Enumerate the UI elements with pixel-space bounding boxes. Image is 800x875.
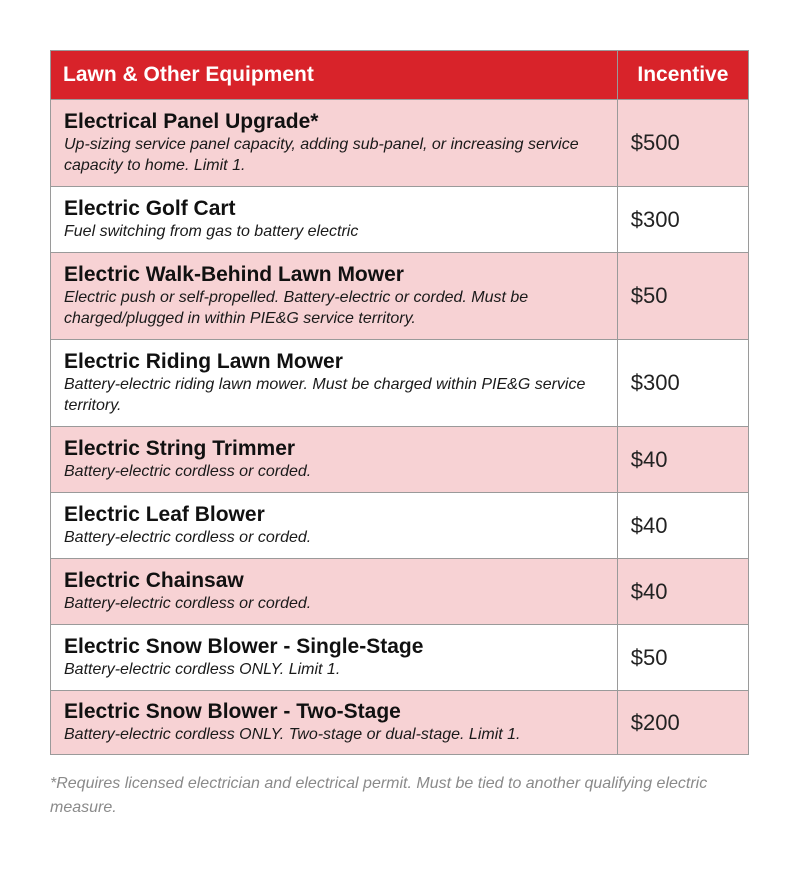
equipment-cell: [51, 559, 618, 625]
item-name: Electric Leaf Blower: [64, 503, 265, 526]
item-name: Electric Walk-Behind Lawn Mower: [64, 263, 404, 286]
item-description: Up-sizing service panel capacity, adding sub-panel, or increasing service capacity to home. Limit 1.: [64, 136, 579, 174]
item-name: Electric String Trimmer: [64, 437, 296, 460]
incentive-amount: $50: [617, 253, 748, 340]
item-description: Battery-electric cordless ONLY. Two-stage or dual-stage. Limit 1.: [64, 726, 521, 743]
equipment-cell: [51, 340, 618, 427]
incentive-amount: $300: [617, 340, 748, 427]
item-description: Battery-electric cordless or corded.: [64, 463, 312, 480]
table-body: [51, 100, 749, 755]
item-description: Battery-electric cordless or corded.: [64, 529, 312, 546]
incentive-amount: $300: [617, 187, 748, 253]
header-incentive: Incentive: [617, 51, 748, 100]
item-description: Electric push or self-propelled. Battery-electric or corded. Must be charged/plugged in within PIE&G service territory.: [64, 289, 529, 327]
item-description: Battery-electric cordless ONLY. Limit 1.: [64, 661, 341, 678]
incentive-table: [50, 50, 749, 755]
table-row: [51, 100, 749, 187]
item-name: Electric Chainsaw: [64, 569, 244, 592]
item-name: Electrical Panel Upgrade*: [64, 110, 319, 133]
item-name: Electric Riding Lawn Mower: [64, 350, 343, 373]
table-row: [51, 691, 749, 755]
incentive-amount: $200: [617, 691, 748, 755]
equipment-cell: [51, 187, 618, 253]
incentive-amount: $40: [617, 559, 748, 625]
item-name: Electric Snow Blower - Two-Stage: [64, 700, 401, 723]
equipment-cell: [51, 493, 618, 559]
item-description: Battery-electric riding lawn mower. Must be charged within PIE&G service territory.: [64, 376, 586, 414]
incentive-amount: $50: [617, 625, 748, 691]
table-row: [51, 187, 749, 253]
equipment-cell: [51, 691, 618, 755]
item-description: Battery-electric cordless or corded.: [64, 595, 312, 612]
incentive-amount: $40: [617, 427, 748, 493]
table-row: [51, 340, 749, 427]
item-name: Electric Golf Cart: [64, 197, 236, 220]
item-description: Fuel switching from gas to battery electric: [64, 223, 359, 240]
equipment-cell: [51, 427, 618, 493]
incentive-amount: $500: [617, 100, 748, 187]
equipment-cell: [51, 625, 618, 691]
table-row: [51, 493, 749, 559]
equipment-cell: [51, 253, 618, 340]
table-row: [51, 625, 749, 691]
table-row: [51, 559, 749, 625]
item-name: Electric Snow Blower - Single-Stage: [64, 635, 424, 658]
table-row: [51, 427, 749, 493]
incentive-amount: $40: [617, 493, 748, 559]
equipment-cell: [51, 100, 618, 187]
footnote: *Requires licensed electrician and electrical permit. Must be tied to another qualifying electric measure.: [50, 775, 708, 816]
table-header-row: [51, 51, 749, 100]
table-row: [51, 253, 749, 340]
header-equipment: Lawn & Other Equipment: [51, 51, 618, 100]
